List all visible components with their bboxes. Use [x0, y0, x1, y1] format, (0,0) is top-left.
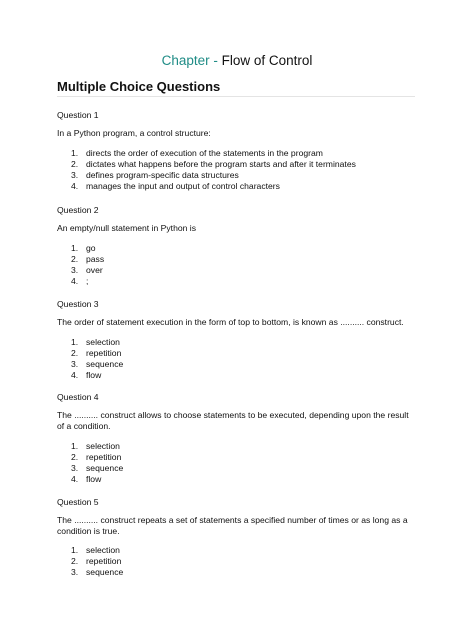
question-3-option-4: [71, 370, 101, 381]
option-text: selection: [86, 441, 120, 451]
option-text: sequence: [86, 359, 124, 369]
option-text: repetition: [86, 348, 122, 358]
section-heading: Multiple Choice Questions: [57, 79, 221, 94]
question-1-text: In a Python program, a control structure:: [57, 128, 211, 138]
option-number: 2.: [71, 348, 79, 358]
question-1-option-1: [71, 148, 323, 159]
question-4-option-2: [71, 452, 121, 463]
option-text: ;: [86, 276, 89, 286]
option-number: 3.: [71, 567, 79, 577]
option-text: dictates what happens before the program starts and after it terminates: [86, 159, 356, 169]
option-number: 4.: [71, 370, 79, 380]
option-number: 4.: [71, 474, 79, 484]
question-5-label: Question 5: [57, 497, 99, 507]
option-number: 4.: [71, 276, 79, 286]
option-number: 2.: [71, 556, 79, 566]
option-text: selection: [86, 337, 120, 347]
option-number: 1.: [71, 441, 79, 451]
question-4-text-line-2: of a condition.: [57, 421, 111, 431]
question-4-option-3: [71, 463, 123, 474]
question-3-text: The order of statement execution in the form of top to bottom, is known as .......... construct.: [57, 317, 404, 327]
question-5-option-3: [71, 567, 123, 578]
question-4-text-line-1: The .......... construct allows to choose statements to be executed, depending upon the result: [57, 410, 409, 420]
question-3-option-2: [71, 348, 121, 359]
question-1-label: Question 1: [57, 110, 99, 120]
option-number: 3.: [71, 359, 79, 369]
chapter-title: [0, 53, 474, 69]
option-text: repetition: [86, 452, 122, 462]
option-text: selection: [86, 545, 120, 555]
option-text: flow: [86, 370, 102, 380]
question-4-label: Question 4: [57, 392, 99, 402]
option-number: 1.: [71, 243, 79, 253]
option-text: over: [86, 265, 103, 275]
option-number: 1.: [71, 337, 79, 347]
question-4-option-4: [71, 474, 101, 485]
question-3-label: Question 3: [57, 299, 99, 309]
question-4-option-1: [71, 441, 120, 452]
question-3-option-1: [71, 337, 120, 348]
chapter-name: Flow of Control: [221, 53, 313, 68]
question-1-option-2: [71, 159, 356, 170]
question-1-option-4: [71, 181, 280, 192]
option-text: manages the input and output of control characters: [86, 181, 280, 191]
question-2-option-4: [71, 276, 88, 287]
option-number: 4.: [71, 181, 79, 191]
question-2-text: An empty/null statement in Python is: [57, 223, 197, 233]
question-2-option-1: [71, 243, 96, 254]
question-5-option-2: [71, 556, 121, 567]
question-2-label: Question 2: [57, 205, 99, 215]
option-text: directs the order of execution of the statements in the program: [86, 148, 323, 158]
option-number: 1.: [71, 148, 79, 158]
question-2-option-2: [71, 254, 104, 265]
question-3-option-3: [71, 359, 123, 370]
option-text: sequence: [86, 567, 124, 577]
question-5-option-1: [71, 545, 120, 556]
question-5-text-line-2: condition is true.: [57, 526, 120, 536]
option-text: go: [86, 243, 96, 253]
option-text: flow: [86, 474, 102, 484]
option-text: sequence: [86, 463, 124, 473]
option-number: 3.: [71, 170, 79, 180]
option-number: 1.: [71, 545, 79, 555]
question-5-text-line-1: The .......... construct repeats a set of statements a specified number of times or as long as a: [57, 515, 408, 525]
option-number: 2.: [71, 452, 79, 462]
option-text: pass: [86, 254, 105, 264]
heading-divider: [57, 96, 415, 97]
option-text: defines program-specific data structures: [86, 170, 239, 180]
chapter-prefix: Chapter -: [161, 53, 222, 68]
option-number: 2.: [71, 159, 79, 169]
question-2-option-3: [71, 265, 103, 276]
option-number: 3.: [71, 463, 79, 473]
option-text: repetition: [86, 556, 122, 566]
option-number: 2.: [71, 254, 79, 264]
question-1-option-3: [71, 170, 239, 181]
option-number: 3.: [71, 265, 79, 275]
